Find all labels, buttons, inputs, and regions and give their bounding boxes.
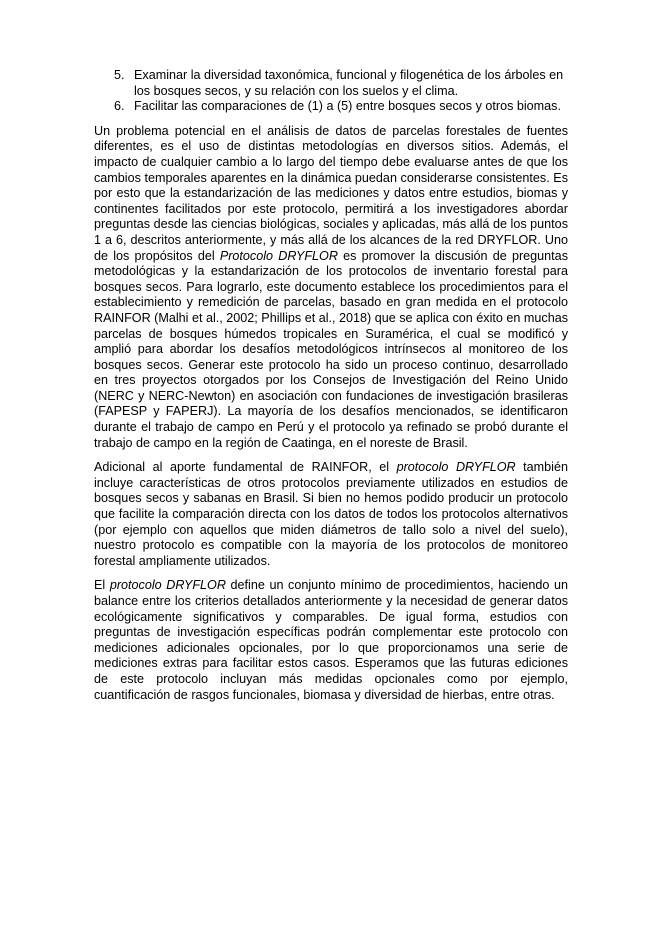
paragraph-text: también incluye características de otros protocolos previamente utilizados en estudios de bosques secos y sabanas en Brasil. Si bien no hemos podido producir un protocolo que facilite la comparación directa con los datos de todos los protocolos alternativos (por ejemplo con aquellos que miden diámetros de tallo solo a nivel del suelo), nuestro protocolo es compatible con la mayoría de los protocolos de monitoreo forestal ampliamente utilizados.	[94, 460, 568, 568]
paragraph-minimum-procedures	[94, 578, 568, 703]
paragraph-text: El	[94, 578, 110, 593]
objectives-list	[94, 68, 568, 115]
paragraph-text: define un conjunto mínimo de procedimientos, haciendo un balance entre los criterios detallados anteriormente y la necesidad de generar datos ecológicamente significativos y comparables. De igual forma, estudios con preguntas de investigación específicas podrán complementar este protocolo con mediciones adicionales opcionales, por lo que proporcionamos una serie de mediciones extras para facilitar estos casos. Esperamos que las futuras ediciones de este protocolo incluyan más medidas opcionales como por ejemplo, cuantificación de rasgos funcionales, biomasa y diversidad de hierbas, entre otras.	[94, 578, 568, 702]
list-item-text: Facilitar las comparaciones de (1) a (5) entre bosques secos y otros biomas.	[134, 99, 561, 114]
list-item-number: 6.	[114, 99, 125, 114]
italic-protocol-name: protocolo DRYFLOR	[109, 578, 226, 593]
paragraph-methodology	[94, 124, 568, 451]
paragraph-rainfor	[94, 460, 568, 569]
italic-protocol-name: Protocolo DRYFLOR	[219, 248, 338, 263]
list-item	[94, 99, 568, 115]
paragraph-text: es promover la discusión de preguntas metodológicas y la estandarización de los protocolos de inventario forestal para bosques secos. Para lograrlo, este documento establece los procedimientos para el establecimiento y remedición de parcelas, basado en gran medida en el protocolo RAINFOR (Malhi et al., 2002; Phillips et al., 2018) que se aplica con éxito en muchas parcelas de bosques húmedos tropicales en Suramérica, el cual se modificó y amplió para abordar los desafíos metodológicos intrínsecos al monitoreo de los bosques secos. Generar este protocolo ha sido un proceso continuo, desarrollado en tres proyectos otorgados por los Consejos de Investigación del Reino Unido (NERC y NERC-Newton) en asociación con fundaciones de investigación brasileras (FAPESP y FAPERJ). La mayoría de los desafíos mencionados, se identificaron durante el trabajo de campo en Perú y el protocolo ya refinado se probó durante el trabajo de campo en la región de Caatinga, en el noreste de Brasil.	[94, 248, 568, 450]
list-item-number: 5.	[114, 68, 125, 82]
italic-protocol-name: protocolo DRYFLOR	[396, 460, 516, 475]
paragraph-text: Un problema potencial en el análisis de datos de parcelas forestales de fuentes diferentes, es el uso de distintas metodologías en diversos sitios. Además, el impacto de cualquier cambio a lo largo del tiempo debe evaluarse antes de que los cambios temporales aparentes en la dinámica puedan considerarse consistentes. Es por esto que la estandarización de las mediciones y datos entre estudios, biomas y continentes facilitados por este protocolo, permitirá a los investigadores abordar preguntas desde las ciencias biológicas, sociales y aplicadas, más allá de los puntos 1 a 6, descritos anteriormente, y más allá de los alcances de la red DRYFLOR. Uno de los propósitos del	[94, 123, 568, 263]
document-page	[94, 68, 568, 712]
list-item-text: Examinar la diversidad taxonómica, funcional y filogenética de los árboles en los bosques secos, y su relación con los suelos y el clima.	[134, 68, 564, 98]
list-item	[94, 68, 568, 99]
paragraph-text: Adicional al aporte fundamental de RAINFOR, el	[94, 460, 397, 475]
